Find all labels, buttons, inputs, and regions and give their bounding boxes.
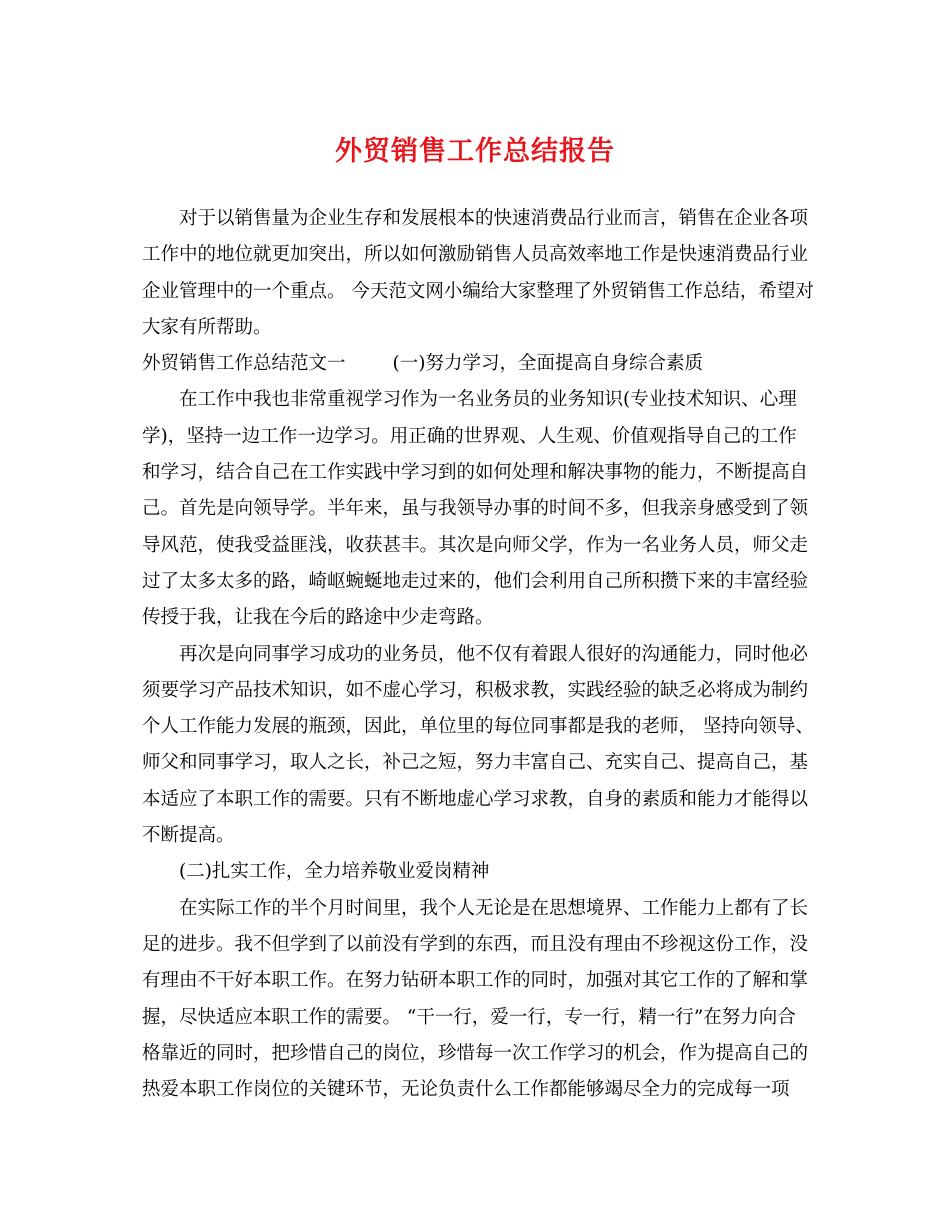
paragraph-intro: 对于以销售量为企业生存和发展根本的快速消费品行业而言，销售在企业各项工作中的地位就更加突出，所以如何激励销售人员高效率地工作是快速消费品行业企业管理中的一个重点。 今天范文网小编给大家整理了外贸销售工作总结，希望对大家有所帮助。 [142,208,814,338]
document-body [142,201,814,1108]
paragraph-learning: 在工作中我也非常重视学习作为一名业务员的业务知识(专业技术知识、心理学)，坚持一边工作一边学习。用正确的世界观、人生观、价值观指导自己的工作和学习，结合自己在工作实践中学习到的如何处理和解决事物的能力，不断提高自己。首先是向领导学。半年来，虽与我领导办事的时间不多，但我亲身感受到了领导风范，使我受益匪浅，收获甚丰。其次是向师父学，作为一名业务人员，师父走过了太多太多的路，崎岖蜿蜒地走过来的，他们会利用自己所积攒下来的丰富经验传授于我，让我在今后的路途中少走弯路。 [142,389,809,629]
document-title: 外贸销售工作总结报告 [335,136,615,167]
section-heading-1: 外贸销售工作总结范文一 (一)努力学习，全面提高自身综合素质 [142,353,703,375]
paragraph-colleagues: 再次是向同事学习成功的业务员，他不仅有着跟人很好的沟通能力，同时他必须要学习产品技术知识，如不虚心学习，积极求教，实践经验的缺乏必将成为制约个人工作能力发展的瓶颈，因此，单位里的每位同事都是我的老师， 坚持向领导、师父和同事学习，取人之长，补己之短，努力丰富自己、充实自己、提高自己，基本适应了本职工作的需要。只有不断地虚心学习求教，自身的素质和能力才能得以不断提高。 [142,643,814,847]
section-heading-2: (二)扎实工作，全力培养敬业爱岗精神 [179,861,490,883]
paragraph-work: 在实际工作的半个月时间里，我个人无论是在思想境界、工作能力上都有了长足的进步。我不但学到了以前没有学到的东西，而且没有理由不珍视这份工作，没有理由不干好本职工作。在努力钻研本职工作的同时，加强对其它工作的了解和掌握，尽快适应本职工作的需要。 “干一行，爱一行，专一行，精一行”在努力向合格靠近的同时，把珍惜自己的岗位，珍惜每一次工作学习的机会，作为提高自己的热爱本职工作岗位的关键环节，无论负责什么工作都能够竭尽全力的完成每一项 [142,897,809,1101]
